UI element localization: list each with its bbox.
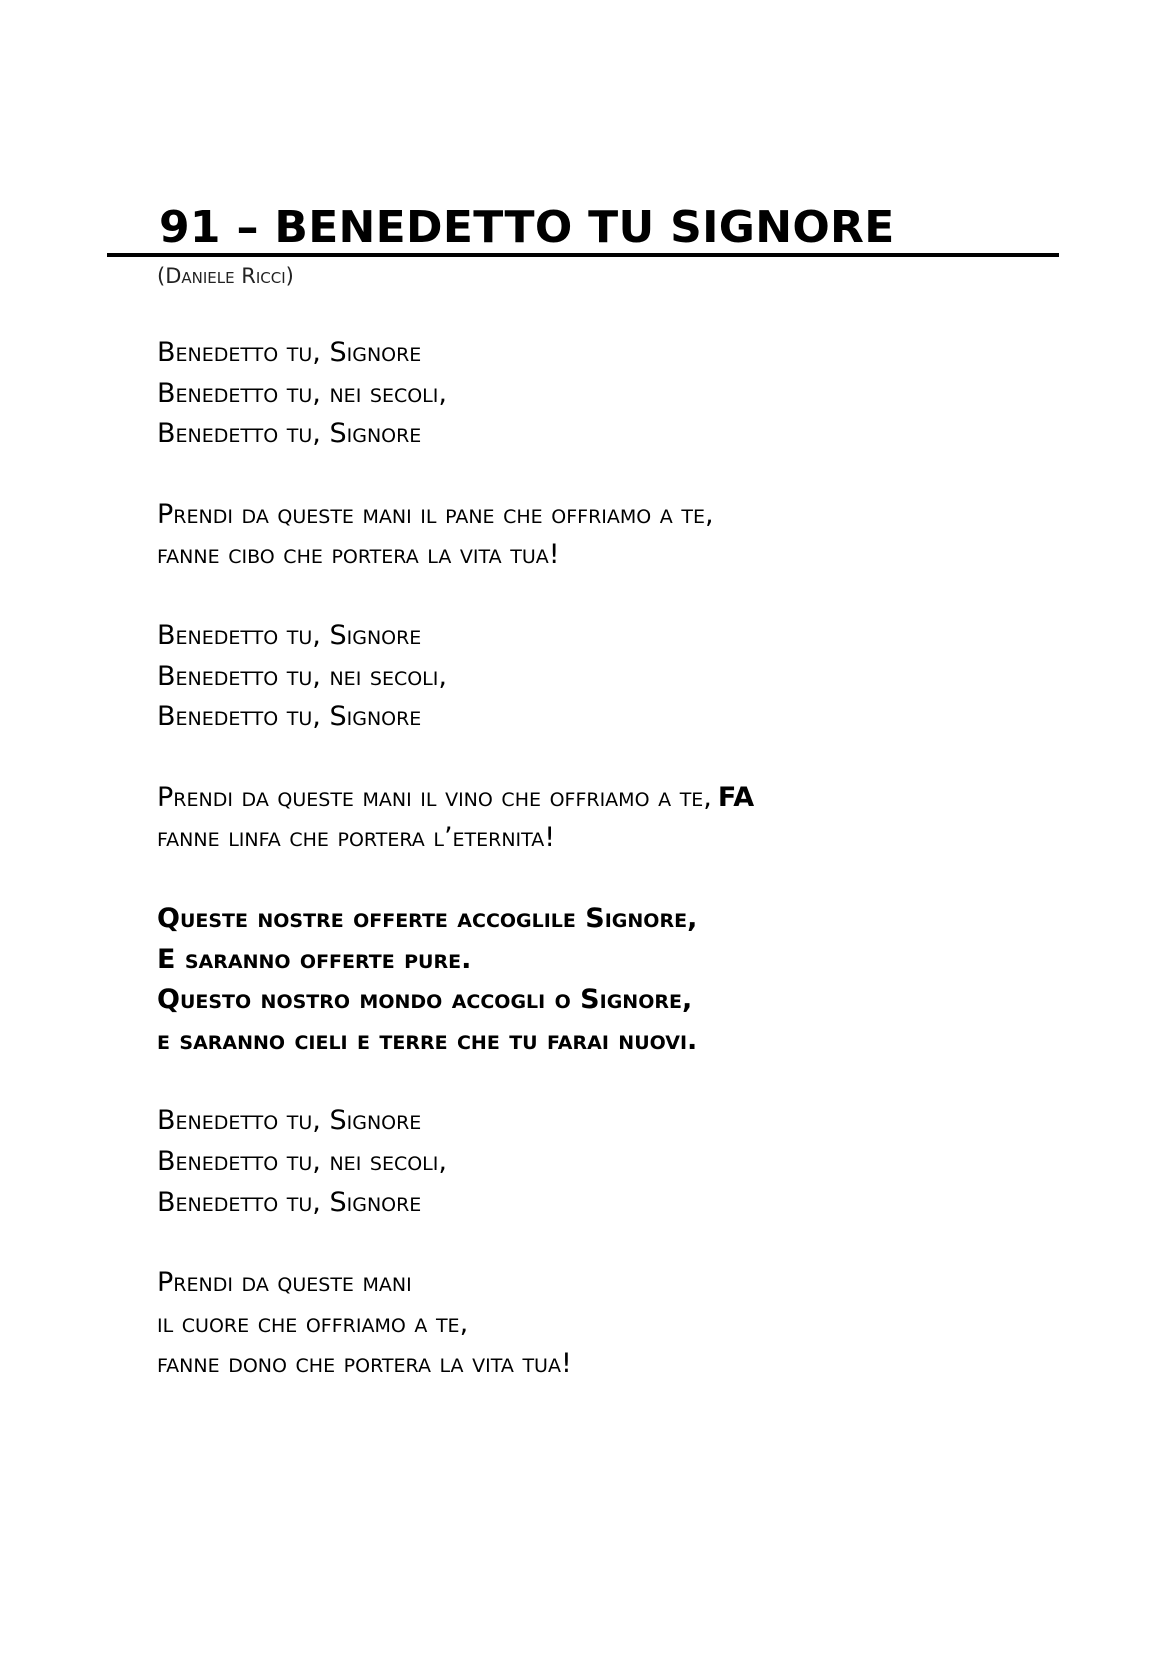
- lyric-line: Benedetto tu, Signore: [157, 418, 422, 450]
- lyric-line: il cuore che offriamo a te,: [157, 1307, 469, 1339]
- stanza-verse-1: [157, 495, 754, 576]
- lyric-text: Prendi da queste mani il vino che offriamo a te,: [157, 781, 712, 813]
- lyric-line: Questo nostro mondo accogli o Signore,: [157, 984, 693, 1016]
- lyric-line: Benedetto tu, nei secoli,: [157, 660, 447, 692]
- stanza-refrain-3: [157, 1101, 754, 1223]
- lyric-line: Benedetto tu, Signore: [157, 1105, 422, 1137]
- song-author: (Daniele Ricci): [157, 264, 294, 288]
- lyric-line: Benedetto tu, Signore: [157, 1186, 422, 1218]
- stanza-verse-2: [157, 778, 754, 859]
- lyric-line: Benedetto tu, Signore: [157, 337, 422, 368]
- lyric-line: Benedetto tu, nei secoli,: [157, 1145, 447, 1177]
- lyric-line: Benedetto tu, Signore: [157, 619, 422, 651]
- stanza-bridge: [157, 899, 754, 1061]
- chord-label: FA: [717, 781, 755, 813]
- lyric-line: E saranno offerte pure.: [157, 943, 472, 975]
- stanza-refrain-1: [157, 333, 754, 455]
- stanza-refrain-2: [157, 616, 754, 738]
- lyrics: [157, 333, 754, 1425]
- lyric-line: Prendi da queste mani il pane che offriamo a te,: [157, 498, 714, 530]
- stanza-verse-3: [157, 1263, 754, 1385]
- lyric-line-with-chord: [157, 778, 754, 819]
- song-title: 91 – BENEDETTO TU SIGNORE: [159, 202, 895, 253]
- lyric-line: fanne cibo che portera la vita tua!: [157, 539, 560, 571]
- lyric-line: Queste nostre offerte accoglile Signore,: [157, 902, 698, 934]
- lyric-line: Prendi da queste mani: [157, 1267, 412, 1299]
- lyric-line: Benedetto tu, nei secoli,: [157, 377, 447, 409]
- lyric-line: fanne linfa che portera l’eternita!: [157, 822, 556, 854]
- lyric-line: e saranno cieli e terre che tu farai nuovi.: [157, 1024, 698, 1056]
- title-underline: [107, 253, 1059, 257]
- lyric-line: fanne dono che portera la vita tua!: [157, 1348, 572, 1380]
- lyric-line: Benedetto tu, Signore: [157, 701, 422, 733]
